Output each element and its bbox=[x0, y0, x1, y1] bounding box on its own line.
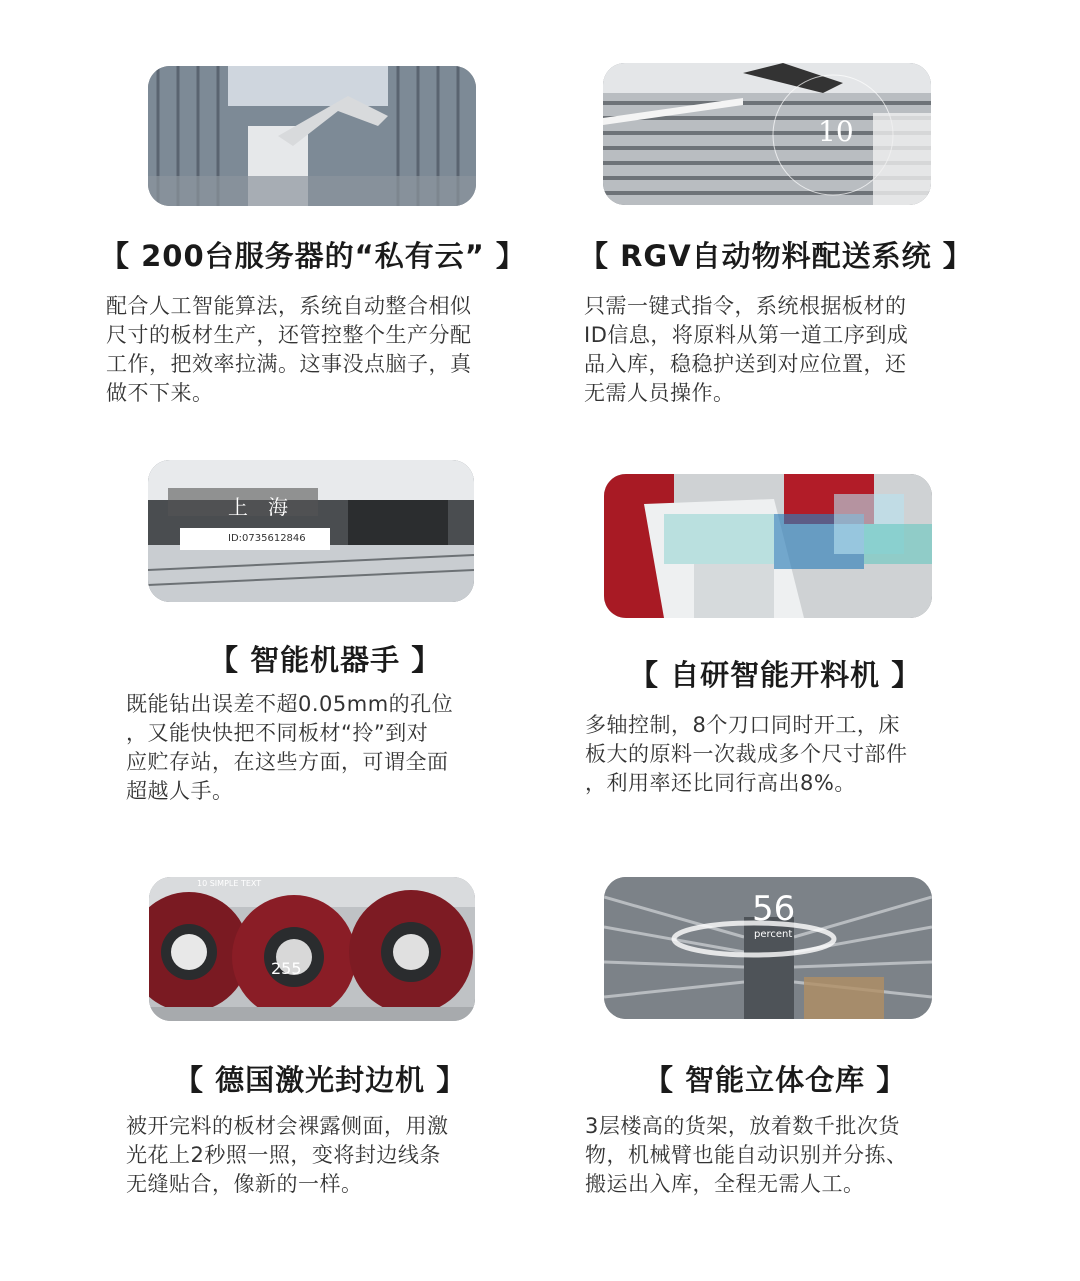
card-description bbox=[106, 292, 472, 408]
desc-line: 物，机械臂也能自动识别并分拣、 bbox=[585, 1143, 908, 1167]
desc-line: 超越人手。 bbox=[126, 779, 234, 803]
desc-line: 搬运出入库，全程无需人工。 bbox=[585, 1172, 865, 1196]
card-description bbox=[585, 1112, 908, 1199]
desc-line: 配合人工智能算法，系统自动整合相似 bbox=[106, 294, 472, 318]
desc-line: 光花上2秒照一照，变将封边线条 bbox=[126, 1143, 441, 1167]
photo-overlay-number: 255 bbox=[271, 959, 302, 978]
desc-line: ，又能快快把不同板材“拎”到对 bbox=[126, 721, 429, 745]
photo-overlay-id: ID:0735612846 bbox=[180, 528, 330, 550]
photo-cutting-machine bbox=[604, 474, 932, 618]
card-title: 【 智能机器手 】 bbox=[209, 643, 442, 677]
desc-line: 被开完料的板材会裸露侧面，用激 bbox=[126, 1114, 449, 1138]
desc-line: 应贮存站，在这些方面，可谓全面 bbox=[126, 750, 449, 774]
desc-line: ，利用率还比同行高出8%。 bbox=[585, 771, 856, 795]
photo-smart-warehouse bbox=[604, 877, 932, 1019]
desc-line: 无缝贴合，像新的一样。 bbox=[126, 1172, 363, 1196]
photo-smart-manipulator bbox=[148, 460, 474, 602]
desc-line: 工作，把效率拉满。这事没点脑子，真 bbox=[106, 352, 472, 376]
card-title: 【 德国激光封边机 】 bbox=[174, 1063, 467, 1097]
card-title: 【 智能立体仓库 】 bbox=[644, 1063, 907, 1097]
card-description bbox=[126, 690, 453, 806]
photo-overlay-caption: percent bbox=[754, 929, 793, 940]
desc-line: 板大的原料一次裁成多个尺寸部件 bbox=[585, 742, 908, 766]
photo-overlay-number: 10 bbox=[818, 115, 854, 148]
photo-rgv-system bbox=[603, 63, 931, 205]
desc-line: 品入库，稳稳护送到对应位置，还 bbox=[584, 352, 907, 376]
photo-private-cloud bbox=[148, 66, 476, 206]
desc-line: 既能钻出误差不超0.05mm的孔位 bbox=[126, 692, 454, 716]
desc-line: ID信息，将原料从第一道工序到成 bbox=[584, 323, 909, 347]
card-description bbox=[585, 711, 908, 798]
card-title: 【 200台服务器的“私有云” 】 bbox=[100, 239, 526, 273]
desc-line: 尺寸的板材生产，还管控整个生产分配 bbox=[106, 323, 472, 347]
desc-line: 无需人员操作。 bbox=[584, 381, 735, 405]
desc-line: 3层楼高的货架，放着数千批次货 bbox=[585, 1114, 900, 1138]
desc-line: 多轴控制，8个刀口同时开工，床 bbox=[585, 713, 900, 737]
desc-line: 做不下来。 bbox=[106, 381, 214, 405]
photo-overlay-number: 56 bbox=[752, 889, 796, 929]
photo-overlay-city: 上 海 bbox=[228, 495, 288, 519]
desc-line: 只需一键式指令，系统根据板材的 bbox=[584, 294, 907, 318]
card-description bbox=[126, 1112, 449, 1199]
photo-laser-edge-bander bbox=[149, 877, 475, 1021]
photo-overlay-text: 10 SIMPLE TEXT bbox=[197, 879, 262, 888]
card-title: 【 自研智能开料机 】 bbox=[629, 658, 922, 692]
card-title: 【 RGV自动物料配送系统 】 bbox=[579, 239, 973, 273]
card-description bbox=[584, 292, 908, 408]
